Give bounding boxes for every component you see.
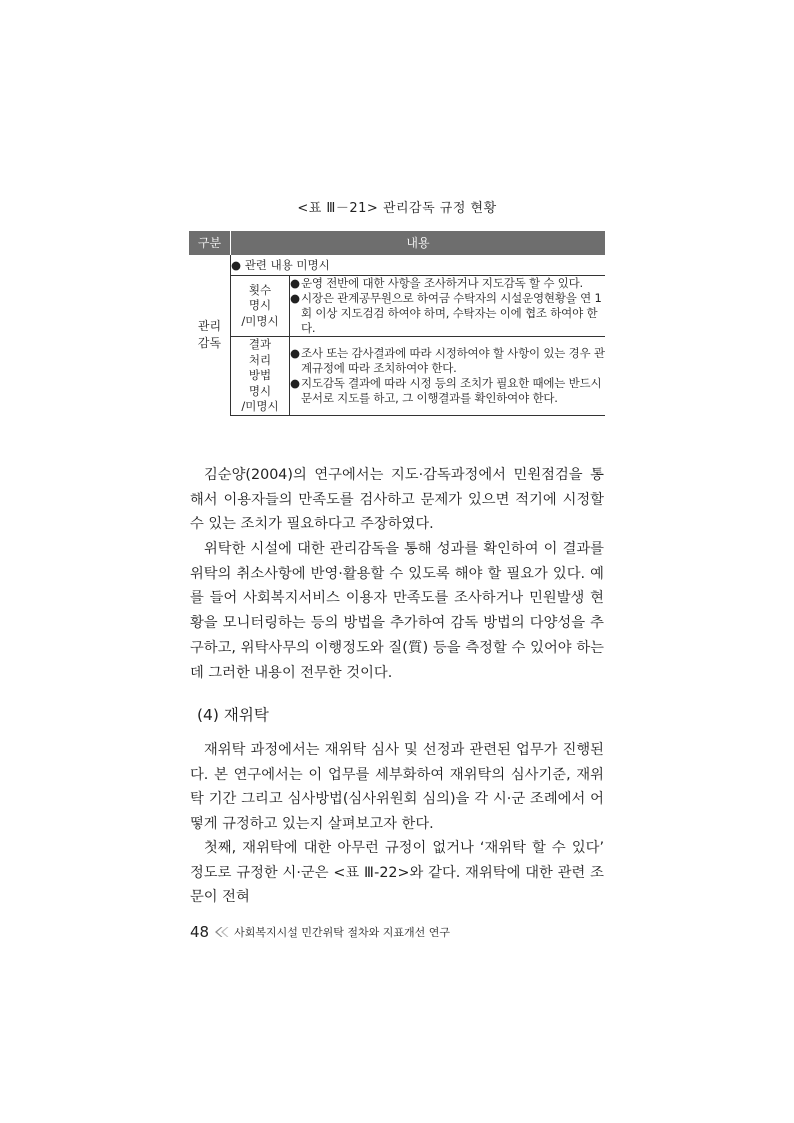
paragraph-3 bbox=[190, 738, 604, 837]
table-header-row bbox=[189, 231, 605, 255]
table-row bbox=[189, 255, 605, 276]
bullet-item bbox=[290, 376, 605, 406]
bullet-text: 시장은 관계공무원으로 하여금 수탁자의 시설운영현황을 연 1회 이상 지도검검 하여야 하며, 수탁자는 이에 협조 하여야 한다. bbox=[301, 291, 602, 335]
bullet-icon: ● bbox=[290, 291, 301, 305]
table-caption: <표 Ⅲ－21> 관리감독 규정 현황 bbox=[297, 201, 497, 216]
frequency-desc-cell bbox=[290, 276, 606, 337]
result-desc-cell bbox=[290, 337, 606, 416]
result-label-cell bbox=[231, 337, 290, 416]
table-row bbox=[189, 276, 605, 337]
group-label-cell bbox=[189, 255, 231, 415]
header-content: 내용 bbox=[231, 231, 606, 255]
paragraph-text: 위탁한 시설에 대한 관리감독을 통해 성과를 확인하여 이 결과를 위탁의 취소사항에 반영·활용할 수 있도록 해야 할 필요가 있다. 예를 들어 사회복지서비스 이용자 만족도를 조사하거나 민원발생 현황을 모니터링하는 등의 방법을 추가하여 감독 방법의 다양성을 추구하고, 위탁사무의 이행정도와 질(質) 등을 측정할 수 있어야 하는데 그러한 내용이 전무한 것이다. bbox=[190, 541, 604, 681]
bullet-text: 지도감독 결과에 따라 시정 등의 조치가 필요한 때에는 반드시 문서로 지도를 하고, 그 이행결과를 확인하여야 한다. bbox=[301, 375, 602, 405]
footer-title: 사회복지시설 민간위탁 절차와 지표개선 연구 bbox=[234, 926, 450, 939]
bullet-icon: ● bbox=[290, 345, 301, 360]
section-heading: (4) 재위탁 bbox=[197, 706, 269, 724]
bullet-item bbox=[290, 346, 605, 376]
paragraph-2 bbox=[190, 537, 604, 685]
paragraph-text: 첫째, 재위탁에 대한 아무런 규정이 없거나 ‘재위탁 할 수 있다’ 정도로 규정한 시·군은 <표 Ⅲ-22>와 같다. 재위탁에 대한 관련 조문이 전혀 bbox=[190, 840, 604, 906]
result-label: 결과 처리 방법 명시 /미명시 bbox=[241, 337, 279, 413]
paragraph-text: 김순양(2004)의 연구에서는 지도·감독과정에서 민원점검을 통해서 이용자들의 만족도를 검사하고 문제가 있으면 적기에 시정할 수 있는 조치가 필요하다고 주장하였다. bbox=[190, 467, 604, 533]
bullet-item bbox=[290, 291, 605, 336]
no-mention-cell: ● 관련 내용 미명시 bbox=[231, 255, 606, 276]
frequency-label-cell bbox=[231, 276, 290, 337]
paragraph-1 bbox=[190, 463, 604, 537]
bullet-icon: ● bbox=[290, 375, 301, 390]
page-footer bbox=[190, 923, 450, 941]
bullet-text: 운영 전반에 대한 사항을 조사하거나 지도감독 할 수 있다. bbox=[301, 276, 584, 290]
table-row bbox=[189, 337, 605, 416]
group-label: 관리 감독 bbox=[197, 319, 222, 350]
paragraph-4 bbox=[190, 836, 604, 910]
paragraph-text: 재위탁 과정에서는 재위탁 심사 및 선정과 관련된 업무가 진행된다. 본 연구에서는 이 업무를 세부화하여 재위탁의 심사기준, 재위탁 기간 그리고 심사방법(심사위원회 심의)을 각 시·군 조례에서 어떻게 규정하고 있는지 살펴보고자 한다. bbox=[190, 742, 604, 833]
supervision-table bbox=[189, 231, 605, 416]
bullet-icon: ● bbox=[290, 276, 301, 290]
bullet-item bbox=[290, 276, 605, 291]
double-chevron-left-icon bbox=[214, 926, 230, 938]
frequency-label: 횟수 명시 /미명시 bbox=[241, 282, 279, 328]
page-number: 48 bbox=[190, 923, 210, 941]
header-category: 구분 bbox=[189, 231, 231, 255]
bullet-text: 조사 또는 감사결과에 따라 시정하여야 할 사항이 있는 경우 관계규정에 따라 조치하여야 한다. bbox=[301, 345, 605, 375]
